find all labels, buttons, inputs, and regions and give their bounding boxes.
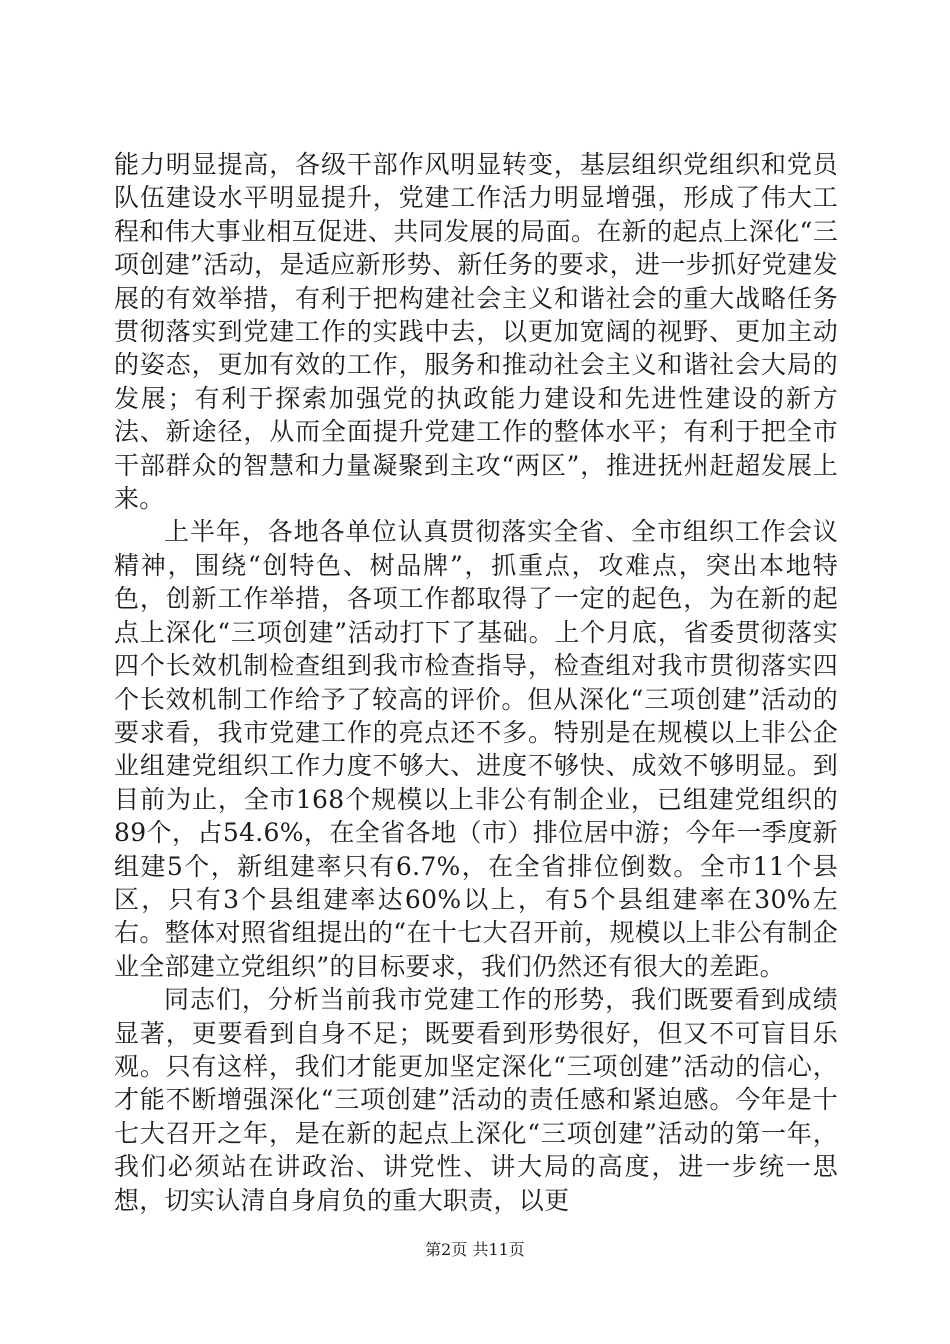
page-footer: 第2页 共11页 [425,1240,525,1259]
paragraph-continuation: 能力明显提高，各级干部作风明显转变，基层组织党组织和党员队伍建设水平明显提升，党建工作活力明显增强，形成了伟大工程和伟大事业相互促进、共同发展的局面。在新的起点上深化“三项创建”活动，是适应新形势、新任务的要求，进一步抓好党建发展的有效举措，有利于把构建社会主义和谐社会的重大战略任务贯彻落实到党建工作的实践中去，以更加宽阔的视野、更加主动的姿态，更加有效的工作，服务和推动社会主义和谐社会大局的发展；有利于探索加强党的执政能力建设和先进性建设的新方法、新途径，从而全面提升党建工作的整体水平；有利于把全市干部群众的智慧和力量凝聚到主攻“两区”，推进抚州赶超发展上来。 [114,150,838,514]
document-body [114,148,838,1217]
paragraph-comrades: 同志们，分析当前我市党建工作的形势，我们既要看到成绩显著，更要看到自身不足；既要看到形势很好，但又不可盲目乐观。只有这样，我们才能更加坚定深化“三项创建”活动的信心，才能不断增强深化“三项创建”活动的责任感和紧迫感。今年是十七大召开之年，是在新的起点上深化“三项创建”活动的第一年，我们必须站在讲政治、讲党性、讲大局的高度，进一步统一思想，切实认清自身肩负的重大职责，以更 [114,985,838,1215]
paragraph-first-half-year: 上半年，各地各单位认真贯彻落实全省、全市组织工作会议精神，围绕“创特色、树品牌”，抓重点，攻难点，突出本地特色，创新工作举措，各项工作都取得了一定的起色，为在新的起点上深化“三项创建”活动打下了基础。上个月底，省委贯彻落实四个长效机制检查组到我市检查指导，检查组对我市贯彻落实四个长效机制工作给予了较高的评价。但从深化“三项创建”活动的要求看，我市党建工作的亮点还不多。特别是在规模以上非公企业组建党组织工作力度不够大、进度不够快、成效不够明显。到目前为止，全市168个规模以上非公有制企业，已组建党组织的89个，占54.6%，在全省各地（市）排位居中游；今年一季度新组建5个，新组建率只有6.7%，在全省排位倒数。全市11个县区，只有3个县组建率达60%以上，有5个县组建率在30%左右。整体对照省组提出的“在十七大召开前，规模以上非公有制企业全部建立党组织”的目标要求，我们仍然还有很大的差距。 [114,517,838,981]
